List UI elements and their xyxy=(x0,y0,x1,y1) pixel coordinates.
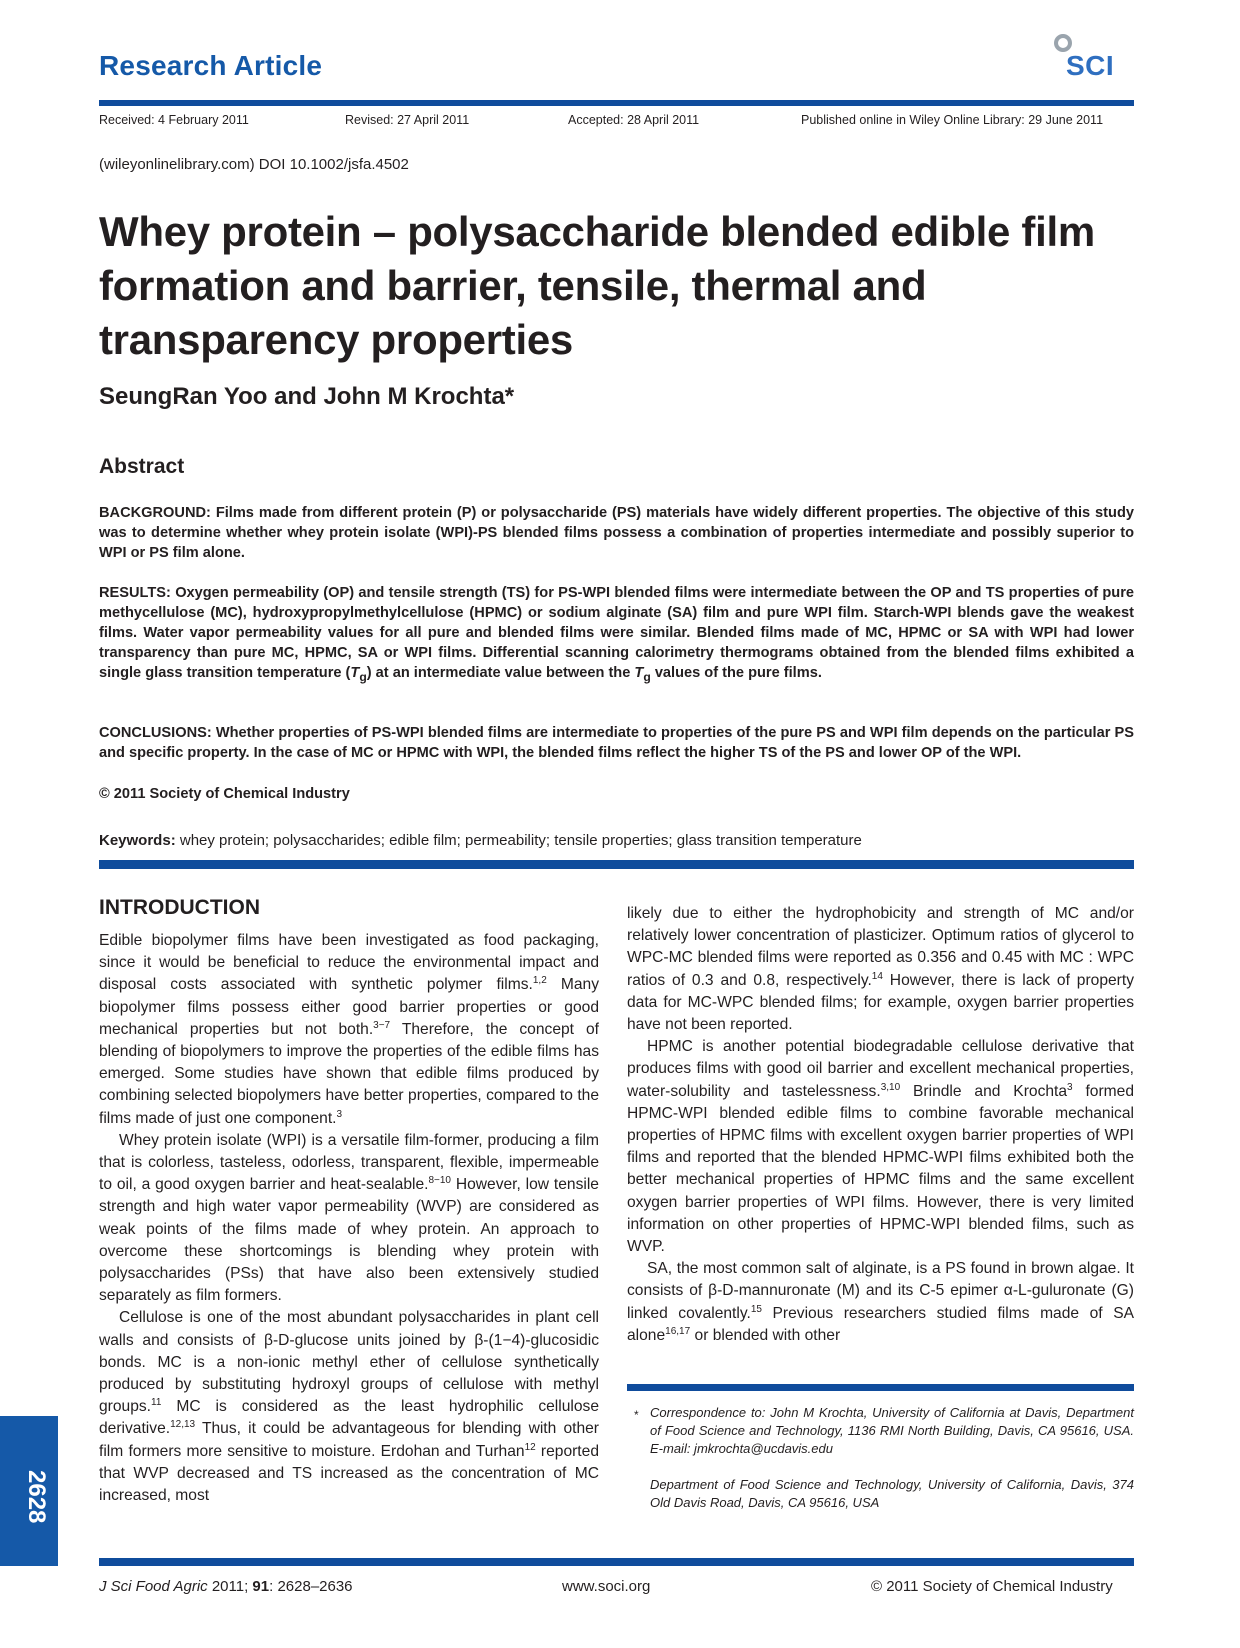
citation: 15 xyxy=(750,1303,762,1315)
text-run: formed HPMC-WPI blended edible films to combine favorable mechanical properties of HPMC films with excellent oxygen barrier properties of WPI films and reported that the blended HPMC-WPI films exhibited both the better mechanical properties of HPMC films and the same excellent oxygen barrier properties of WPI films. However, there is very limited information on other properties of HPMC-WPI blended films, such as WVP. xyxy=(627,1082,1135,1256)
text-run: reported that WVP decreased and TS increased as the concentration of MC increased, most xyxy=(99,1442,599,1505)
abstract-results xyxy=(99,583,1134,687)
conclusions-text: Whether properties of PS-WPI blended films are intermediate to properties of the pure PS and WPI film depends on the particular PS and specific property. In the case of MC or HPMC with WPI, the blended films reflect the higher TS of the PS and lower OP of the WPI. xyxy=(99,725,1134,761)
accepted-date: Accepted: 28 April 2011 xyxy=(568,113,700,127)
journal-volume: 91 xyxy=(252,1578,270,1595)
keywords xyxy=(99,832,862,849)
citation: 3 xyxy=(336,1108,343,1120)
text-run: or blended with other xyxy=(690,1326,841,1344)
results-text-b: ) at an intermediate value between the xyxy=(366,665,635,681)
citation: 16,17 xyxy=(665,1325,691,1337)
conclusions-label: CONCLUSIONS: xyxy=(99,725,212,741)
text-run: likely due to either the hydrophobicity and strength of MC and/or relatively lower concentration of plasticizer. Optimum ratios of glycerol to WPC-MC blended films were reported as 0.356 and 0.45 with MC : WPC ratios of 0.3 and 0.8, respectively. xyxy=(627,905,1134,989)
abstract-background xyxy=(99,503,1134,563)
journal-pages: : 2628–2636 xyxy=(269,1578,353,1595)
citation: 3,10 xyxy=(880,1081,901,1093)
abstract-rule xyxy=(99,860,1134,869)
keywords-text: whey protein; polysaccharides; edible film; permeability; tensile properties; glass transition temperature xyxy=(179,832,862,849)
text-run: Whey protein isolate (WPI) is a versatile film-former, producing a film that is colorless, tasteless, odorless, transparent, flexible, impermeable to oil, a good oxygen barrier and heat-sealable. xyxy=(99,1131,599,1194)
results-text-c: values of the pure films. xyxy=(650,665,822,681)
abstract-heading: Abstract xyxy=(99,455,185,478)
citation: 12,13 xyxy=(170,1419,196,1431)
text-run: MC is considered as the least hydrophilic cellulose derivative. xyxy=(99,1398,599,1438)
correspondence-note: Correspondence to: John M Krochta, University of California at Davis, Department of Food Science and Technology, 1136 RMI North Building, Davis, CA 95616, USA. E-mail: jmkrochta@ucdavis.edu xyxy=(650,1405,1134,1456)
citation: 11 xyxy=(151,1397,162,1409)
citation: 14 xyxy=(871,970,883,982)
keywords-label: Keywords: xyxy=(99,832,176,849)
introduction-heading: INTRODUCTION xyxy=(99,896,260,919)
citation: 3−7 xyxy=(373,1019,391,1031)
logo-text: SCI xyxy=(1066,50,1115,81)
citation: 1,2 xyxy=(532,975,547,987)
text-run: HPMC is another potential biodegradable cellulose derivative that produces films with good oil barrier and excellent mechanical properties, water-solubility and tastelessness. xyxy=(627,1038,1134,1100)
text-run: Previous researchers studied films made of SA alone xyxy=(627,1304,1134,1344)
citation: 3 xyxy=(1067,1081,1073,1093)
intro-paragraph-1 xyxy=(99,930,599,1130)
journal-name: J Sci Food Agric xyxy=(99,1578,208,1595)
results-label: RESULTS: xyxy=(99,585,171,601)
website-link[interactable]: www.soci.org xyxy=(562,1578,651,1595)
footer-rule xyxy=(99,1558,1134,1566)
section-label: Research Article xyxy=(99,50,323,81)
department-note: Department of Food Science and Technology, University of California, Davis, 374 Old Davis Road, Davis, CA 95616, USA xyxy=(650,1477,1134,1510)
citation: 12 xyxy=(524,1441,536,1453)
text-run: Edible biopolymer films have been investigated as food packaging, since it would be beneficial to reduce the environmental impact and disposal costs associated with synthetic polymer films. xyxy=(99,932,599,994)
abstract-copyright: © 2011 Society of Chemical Industry xyxy=(99,786,350,802)
citation: 8−10 xyxy=(428,1175,451,1187)
footer-copyright: © 2011 Society of Chemical Industry xyxy=(871,1578,1113,1595)
sci-logo xyxy=(1050,28,1140,88)
article-title: Whey protein – polysaccharide blended edible film formation and barrier, tensile, thermal and transparency properties xyxy=(99,208,1095,363)
results-text-a: Oxygen permeability (OP) and tensile strength (TS) for PS-WPI blended films were intermediate between the OP and TS properties of pure methycellulose (MC), hydroxypropylmethylcellulose (HPMC) or sodium alginate (SA) film and pure WPI film. Starch-WPI blends gave the weakest films. Water vapor permeability values for all pure and blended films were similar. Blended films made of MC, HPMC or SA with WPI had lower transparency than pure MC, HPMC, SA or WPI films. Differential scanning calorimetry thermograms obtained from the blended films exhibited a single glass transition temperature ( xyxy=(99,585,1134,681)
footnote-star: * xyxy=(634,1408,639,1422)
authors: SeungRan Yoo and John M Krochta* xyxy=(99,383,515,410)
intro-paragraph-6 xyxy=(627,1258,1134,1347)
intro-paragraph-3 xyxy=(99,1307,599,1507)
text-run: Therefore, the concept of blending of biopolymers to improve the properties of the edible films has emerged. Some studies have shown that edible films produced by combining selected biopolymers have better properties, compared to the films made of just one component. xyxy=(99,1020,599,1127)
background-text: Films made from different protein (P) or polysaccharide (PS) materials have widely different properties. The objective of this study was to determine whether whey protein isolate (WPI)-PS blended films possess a combination of properties intermediate and possibly superior to WPI or PS film alone. xyxy=(99,505,1134,561)
background-label: BACKGROUND: xyxy=(99,505,211,521)
text-run: However, low tensile strength and high water vapor permeability (WVP) are considered as weak points of the films made of whey protein. An approach to overcome these shortcomings is blending whey protein with polysaccharides (PSs) that have also been extensively studied separately as film formers. xyxy=(99,1176,599,1305)
header-rule xyxy=(99,100,1134,106)
intro-paragraph-2 xyxy=(99,1130,599,1308)
journal-citation xyxy=(99,1578,353,1595)
page-number: 2628 xyxy=(23,1470,50,1524)
left-column xyxy=(99,930,599,1507)
tg-subscript: g xyxy=(359,669,367,684)
text-run: However, there is lack of property data for MC-WPC blended films; for example, oxygen barrier properties have not been reported. xyxy=(627,971,1134,1034)
received-date: Received: 4 February 2011 xyxy=(99,113,249,127)
abstract-conclusions xyxy=(99,723,1134,763)
revised-date: Revised: 27 April 2011 xyxy=(345,113,470,127)
text-run: Many biopolymer films possess either good barrier properties or good mechanical properties but not both. xyxy=(99,976,599,1038)
text-run: Cellulose is one of the most abundant polysaccharides in plant cell walls and consists of β-D-glucose units joined by β-(1−4)-glucosidic bonds. MC is a non-ionic methyl ether of cellulose synthetically produced by substituting hydroxyl groups of cellulose with methyl groups. xyxy=(99,1309,599,1416)
published-date: Published online in Wiley Online Library: 29 June 2011 xyxy=(801,113,1104,127)
text-run: Brindle and Krochta xyxy=(900,1082,1068,1100)
right-column xyxy=(627,903,1134,1347)
tg-subscript-2: g xyxy=(643,669,651,684)
text-run: SA, the most common salt of alginate, is a PS found in brown algae. It consists of β-D-mannuronate (M) and its C-5 epimer α-L-guluronate (G) linked covalently. xyxy=(627,1260,1134,1322)
tg-symbol-2: T xyxy=(634,665,644,681)
text-run: Thus, it could be advantageous for blending with other film formers more sensitive to moisture. Erdohan and Turhan xyxy=(99,1420,599,1460)
intro-paragraph-4 xyxy=(627,903,1134,1036)
tg-symbol: T xyxy=(350,665,360,681)
journal-year: 2011; xyxy=(207,1578,253,1595)
doi: (wileyonlinelibrary.com) DOI 10.1002/jsfa.4502 xyxy=(99,156,409,173)
correspondence-rule xyxy=(627,1384,1134,1391)
intro-paragraph-5 xyxy=(627,1036,1134,1258)
